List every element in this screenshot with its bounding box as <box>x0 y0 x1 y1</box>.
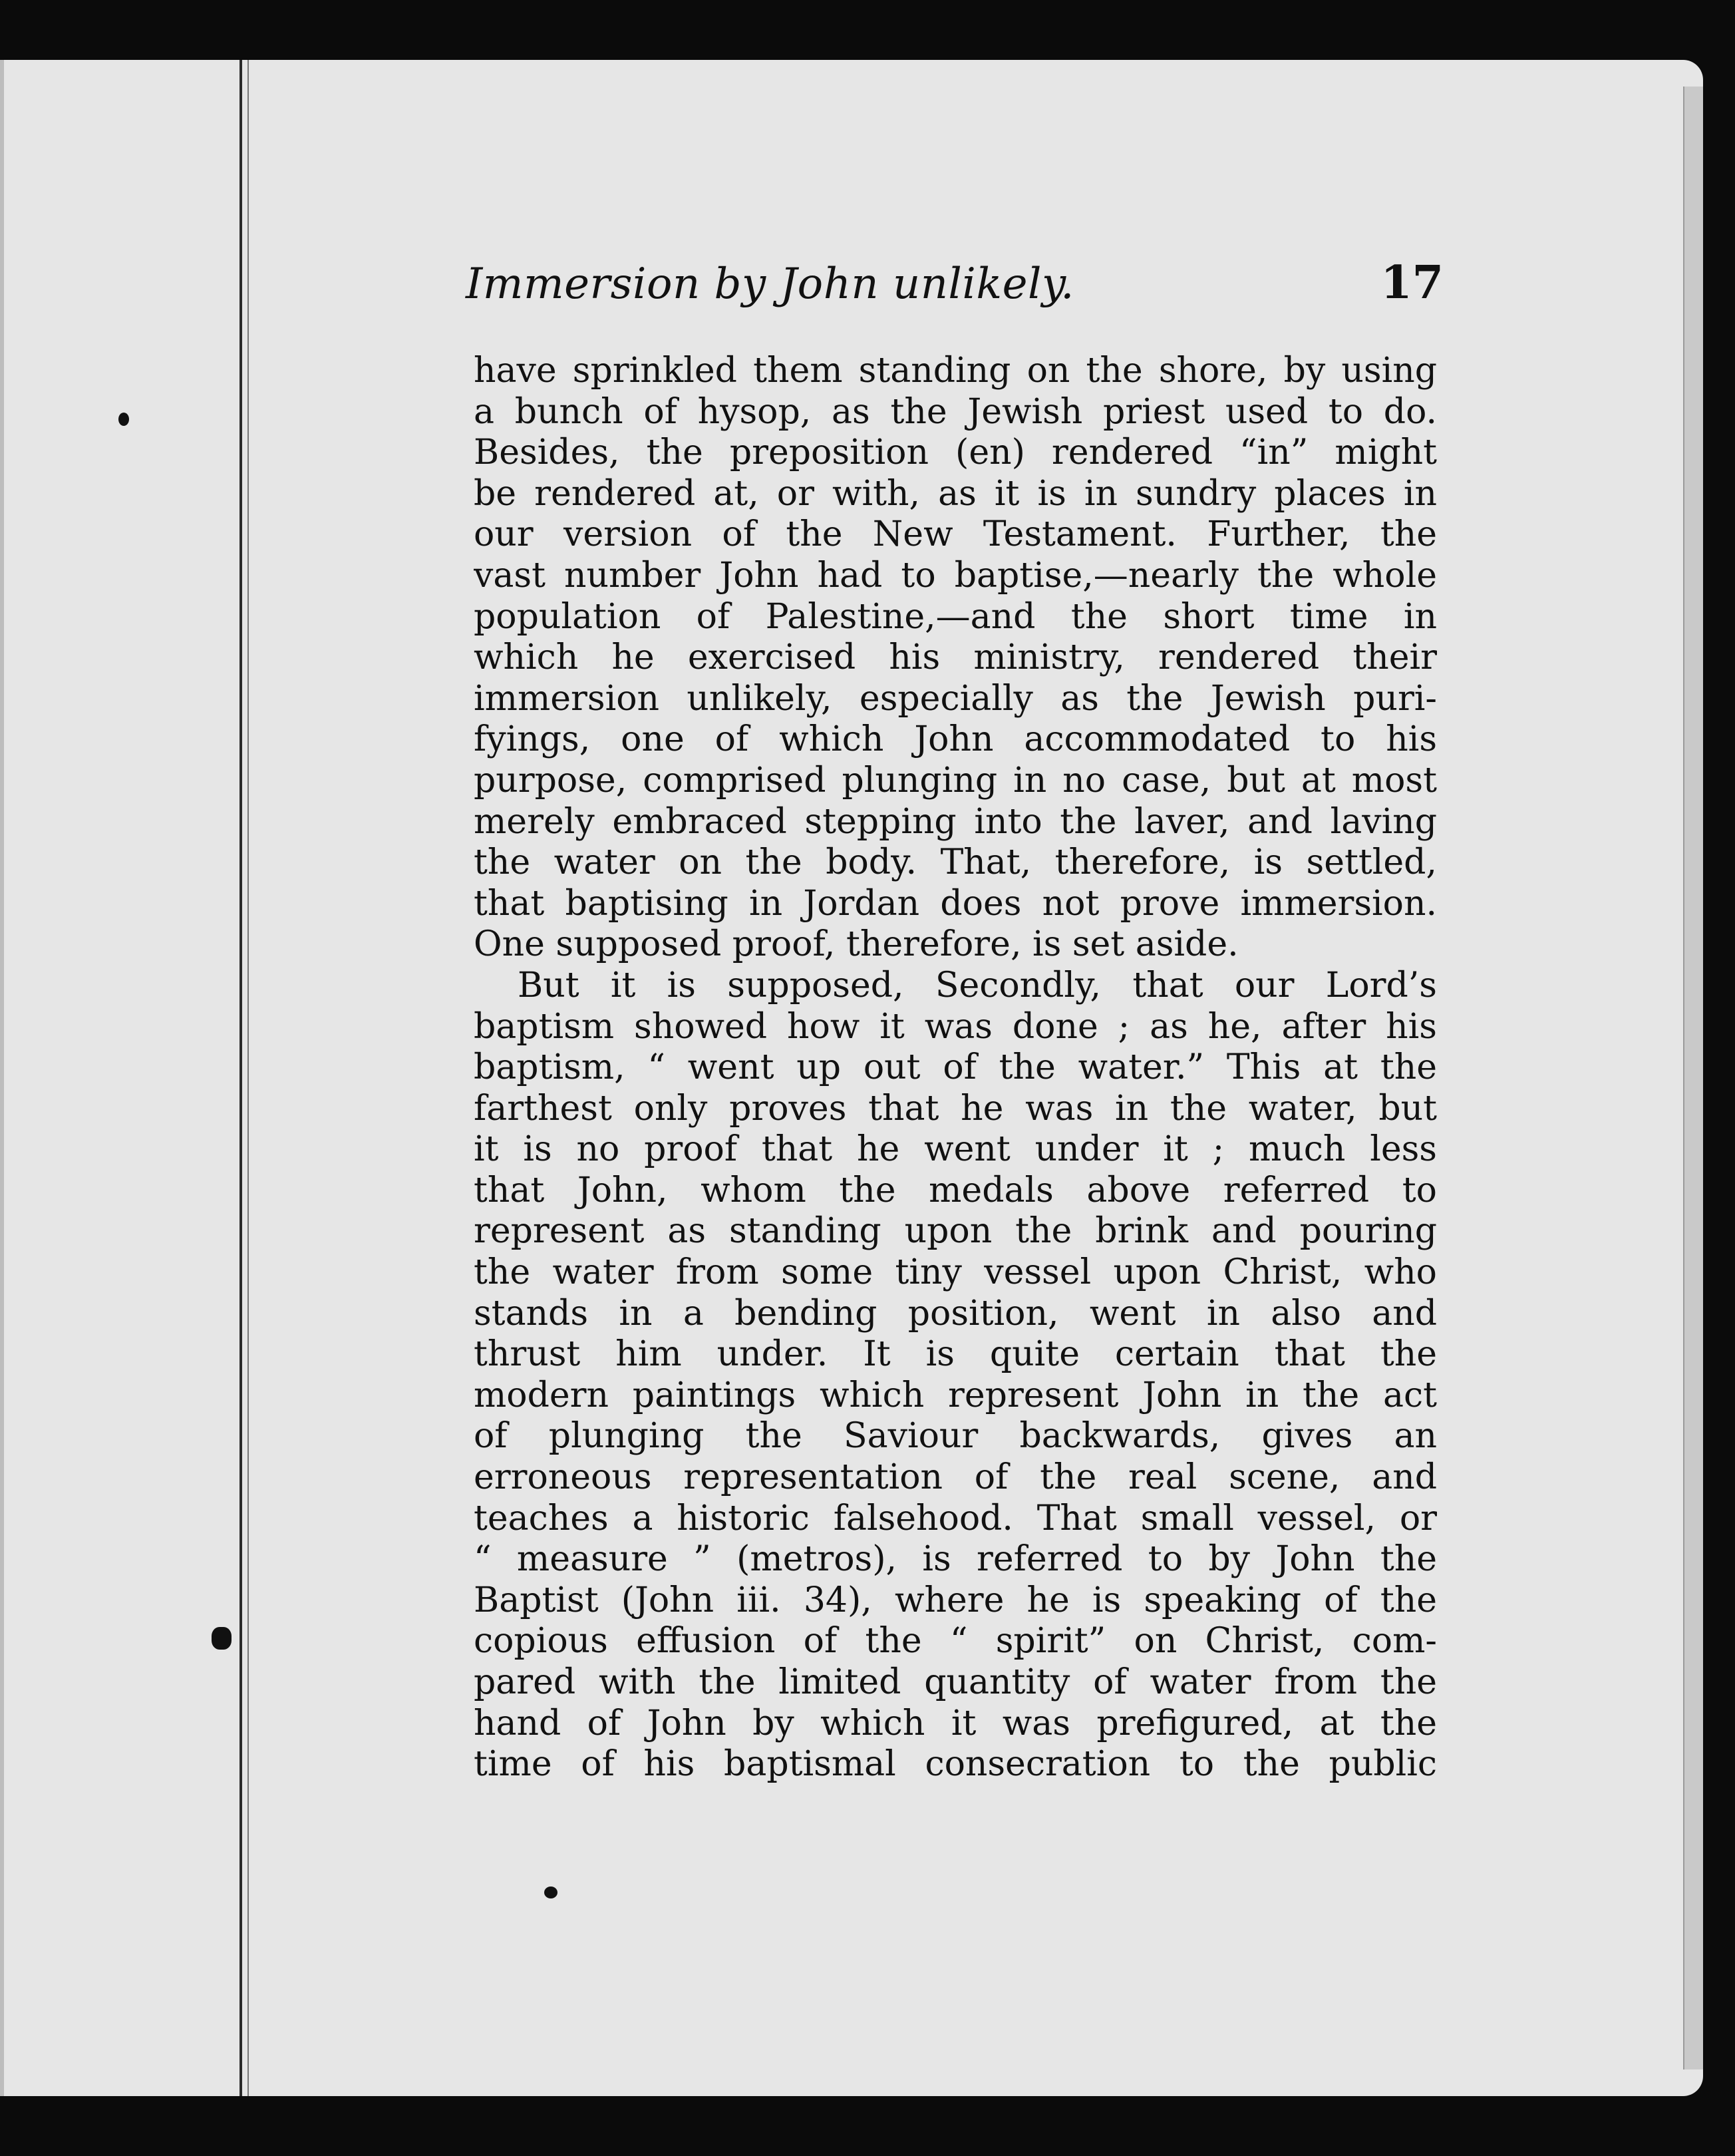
text-line: that John, whom the medals above referred to <box>474 1170 1437 1210</box>
text-line: population of Palestine,—and the short time in <box>474 596 1437 637</box>
text-line: hand of John by which it was prefigured, at the <box>474 1703 1437 1743</box>
running-head <box>466 256 1444 329</box>
text-line: modern paintings which represent John in the act <box>474 1375 1437 1415</box>
text-line: our version of the New Testament. Further, the <box>474 514 1437 555</box>
text-line: farthest only proves that he was in the water, but <box>474 1088 1437 1129</box>
facing-page-edge <box>0 60 4 2096</box>
text-line: baptism, “ went up out of the water.” This at the <box>474 1047 1437 1088</box>
text-line: time of his baptismal consecration to the public <box>474 1744 1437 1785</box>
text-line: be rendered at, or with, as it is in sundry places in <box>474 473 1437 514</box>
text-line: of plunging the Saviour backwards, gives an <box>474 1416 1437 1457</box>
text-line: immersion unlikely, especially as the Jewish puri- <box>474 678 1437 719</box>
text-line: Besides, the preposition (en) rendered “in” might <box>474 433 1437 473</box>
text-line: merely embraced stepping into the laver, and laving <box>474 801 1437 842</box>
text-line: teaches a historic falsehood. That small vessel, or <box>474 1498 1437 1538</box>
text-line: thrust him under. It is quite certain that the <box>474 1334 1437 1375</box>
ink-speck <box>212 1627 232 1650</box>
running-title: Immersion by John unlikely. <box>466 260 1074 309</box>
ink-speck <box>544 1886 557 1898</box>
text-line: pared with the limited quantity of water from the <box>474 1662 1437 1702</box>
text-line: vast number John had to baptise,—nearly the whole <box>474 555 1437 596</box>
page-fore-edge <box>1683 87 1703 2069</box>
text-line: But it is supposed, Secondly, that our Lord’s <box>518 965 1437 1005</box>
text-line: purpose, comprised plunging in no case, but at most <box>474 760 1437 801</box>
text-line: copious effusion of the “ spirit” on Christ, com- <box>474 1621 1437 1662</box>
ink-speck <box>118 413 129 426</box>
text-line: stands in a bending position, went in also and <box>474 1293 1437 1334</box>
text-line: have sprinkled them standing on the shore, by using <box>474 351 1437 391</box>
text-line: One supposed proof, therefore, is set aside. <box>474 924 1239 965</box>
film-border-bottom <box>0 2096 1735 2156</box>
text-line: Baptist (John iii. 34), where he is speaking of the <box>474 1580 1437 1620</box>
text-line: that baptising in Jordan does not prove immersion. <box>474 883 1437 924</box>
text-line: “ measure ” (metros), is referred to by John the <box>474 1539 1437 1580</box>
text-line: the water from some tiny vessel upon Christ, who <box>474 1252 1437 1293</box>
text-line: the water on the body. That, therefore, is settled, <box>474 842 1437 883</box>
text-line: erroneous representation of the real scene, and <box>474 1457 1437 1498</box>
binding-gutter-line <box>239 60 242 2096</box>
page-number: 17 <box>1380 256 1444 309</box>
text-line: fyings, one of which John accommodated to his <box>474 719 1437 760</box>
body-text <box>474 351 1437 1785</box>
binding-gutter-shadow <box>247 60 249 2096</box>
text-line: a bunch of hysop, as the Jewish priest used to do. <box>474 391 1437 432</box>
text-line: represent as standing upon the brink and pouring <box>474 1211 1437 1252</box>
text-line: which he exercised his ministry, rendered their <box>474 637 1437 678</box>
text-line: baptism showed how it was done ; as he, after his <box>474 1006 1437 1047</box>
film-border-top <box>0 0 1735 60</box>
text-line: it is no proof that he went under it ; much less <box>474 1129 1437 1170</box>
book-page <box>0 60 1703 2096</box>
